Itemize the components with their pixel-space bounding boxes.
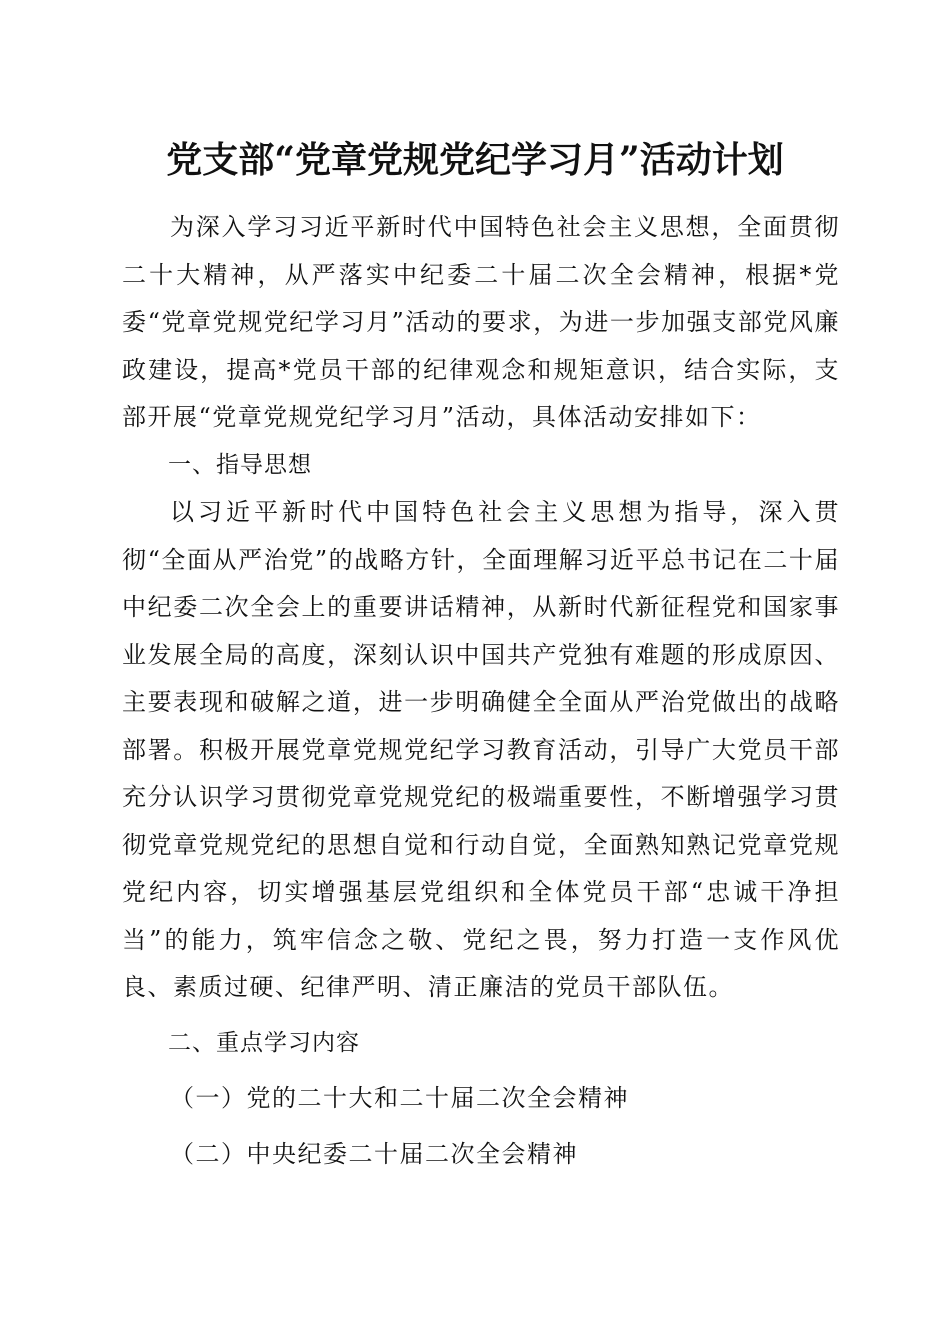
section-heading-guiding-ideology: 一、指导思想 xyxy=(168,451,312,478)
spacer xyxy=(122,1123,840,1131)
section-heading-key-study-content: 二、重点学习内容 xyxy=(168,1029,360,1056)
study-item: （一）党的二十大和二十届二次全会精神 xyxy=(170,1084,629,1112)
study-item: （二）中央纪委二十届二次全会精神 xyxy=(170,1139,578,1168)
document-title: 党支部“党章党规党纪学习月”活动计划 xyxy=(166,139,784,181)
intro-paragraph: 为深入学习习近平新时代中国特色社会主义思想，全面贯彻二十大精神，从严落实中纪委二十届二次全会精神，根据*党委“党章党规党纪学习月”活动的要求，为进一步加强支部党风廉政建设，提高*党员干部的纪律观念和规矩意识，结合实际，支部开展“党章党规党纪学习月”活动，具体活动安排如下： xyxy=(122,213,840,431)
section-body-guiding-ideology: 以习近平新时代中国特色社会主义思想为指导，深入贯彻“全面从严治党”的战略方针，全面理解习近平总书记在二十届中纪委二次全会上的重要讲话精神，从新时代新征程党和国家事业发展全局的高度，深刻认识中国共产党独有难题的形成原因、主要表现和破解之道，进一步明确健全全面从严治党做出的战略部署。积极开展党章党规党纪学习教育活动，引导广大党员干部充分认识学习贯彻党章党规党纪的极端重要性，不断增强学习贯彻党章党规党纪的思想自觉和行动自觉，全面熟知熟记党章党规党纪内容，切实增强基层党组织和全体党员干部“忠诚干净担当”的能力，筑牢信念之敬、党纪之畏，努力打造一支作风优良、素质过硬、纪律严明、清正廉洁的党员干部队伍。 xyxy=(122,498,840,1001)
spacer xyxy=(122,1067,840,1075)
spacer xyxy=(122,1012,840,1020)
document-body xyxy=(122,204,840,1178)
